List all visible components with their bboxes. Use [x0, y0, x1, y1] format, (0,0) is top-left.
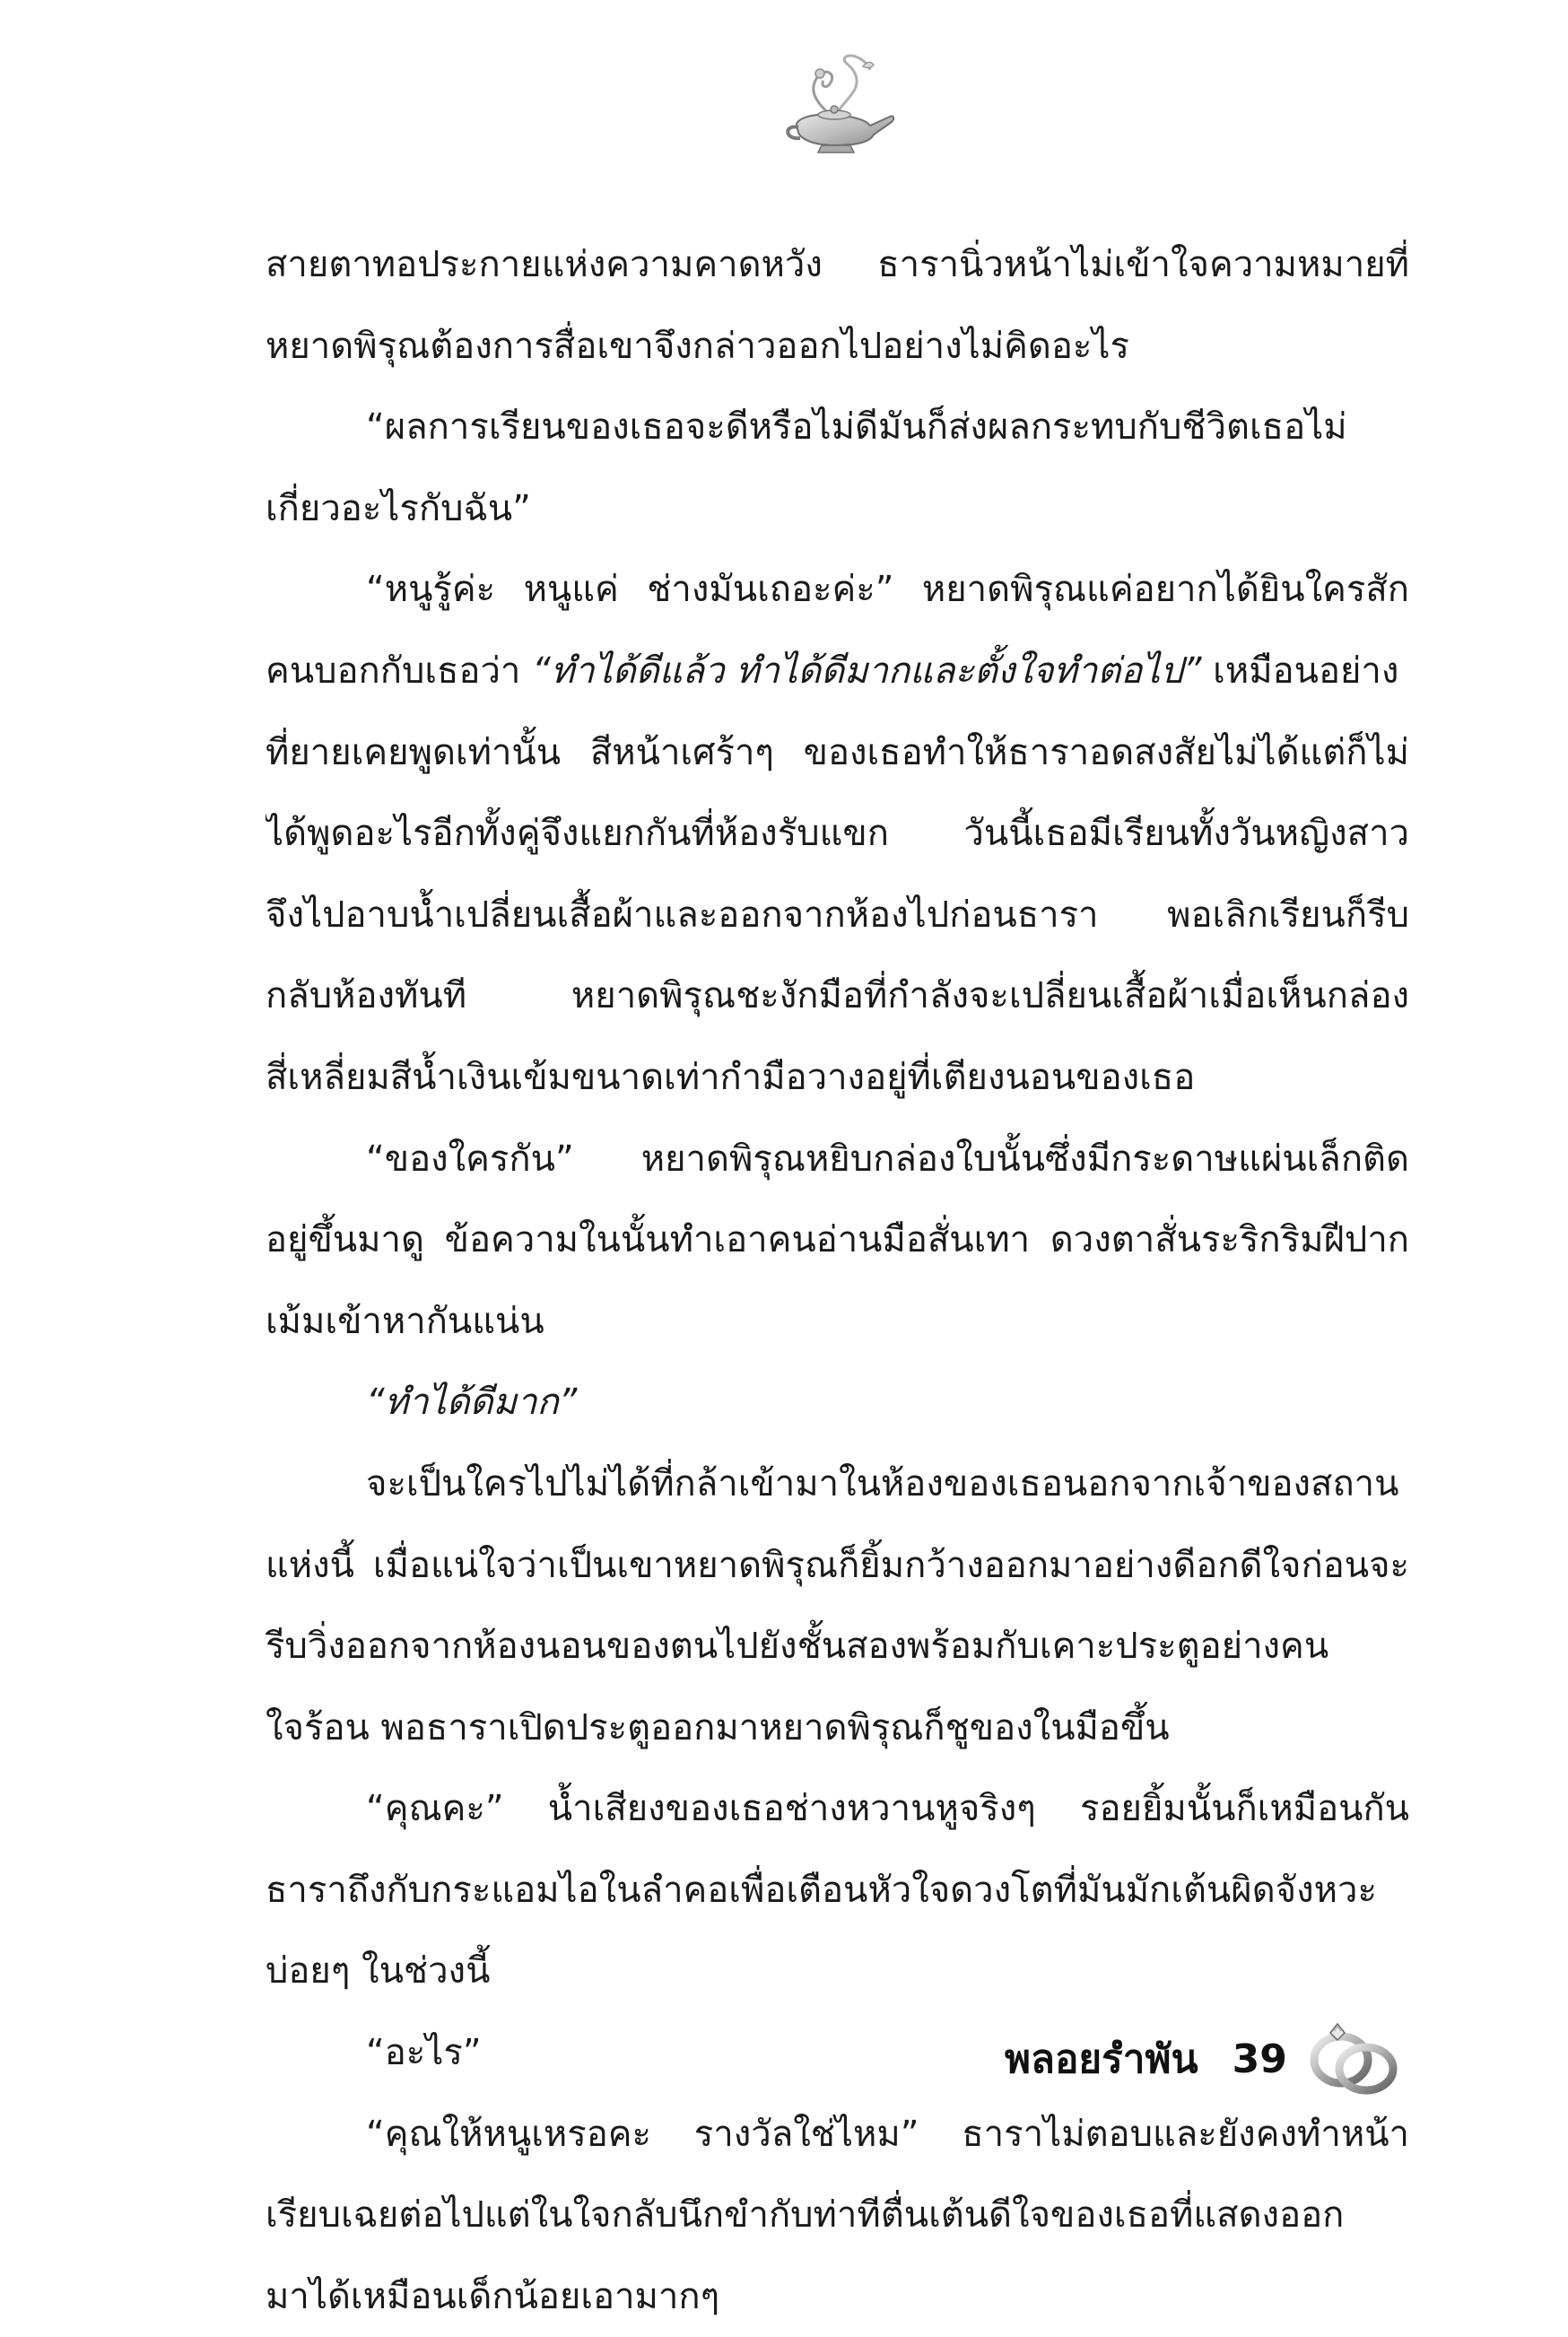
- text-line: “คุณคะ” น้ำเสียงของเธอช่างหวานหูจริงๆ รอยยิ้มนั้นก็เหมือนกัน: [366, 1788, 1409, 1830]
- genie-lamp-icon: [780, 54, 897, 157]
- text-line: ใจร้อน พอธาราเปิดประตูออกมาหยาดพิรุณก็ชูของในมือขึ้น: [266, 1706, 1170, 1748]
- text-line: มาได้เหมือนเด็กน้อยเอามากๆ: [266, 2275, 720, 2317]
- text-line: บ่อยๆ ในช่วงนี้: [266, 1950, 491, 1993]
- text-line: จึงไปอาบน้ำเปลี่ยนเสื้อผ้าและออกจากห้องไปก่อนธารา พอเลิกเรียนก็รีบ: [266, 894, 1409, 936]
- italic-quote: “ทำได้ดีแล้ว ทำได้ดีมากและตั้งใจทำต่อไป”: [532, 650, 1202, 692]
- text-line: “หนูรู้ค่ะ หนูแค่ ช่างมันเถอะค่ะ” หยาดพิรุณแค่อยากได้ยินใครสัก: [366, 569, 1409, 611]
- text-line: “อะไร”: [366, 2032, 482, 2074]
- text-line: รีบวิ่งออกจากห้องนอนของตนไปยังชั้นสองพร้อมกับเคาะประตูอย่างคน: [266, 1626, 1329, 1668]
- text-line: ได้พูดอะไรอีกทั้งคู่จึงแยกกันที่ห้องรับแขก วันนี้เธอมีเรียนทั้งวันหญิงสาว: [266, 813, 1409, 855]
- text-line: สี่เหลี่ยมสีน้ำเงินเข้มขนาดเท่ากำมือวางอยู่ที่เตียงนอนของเธอ: [266, 1056, 1196, 1098]
- text-line: สายตาทอประกายแห่งความคาดหวัง ธารานิ่วหน้าไม่เข้าใจความหมายที่: [266, 244, 1409, 285]
- text-line: จะเป็นใครไปไม่ได้ที่กล้าเข้ามาในห้องของเธอนอกจากเจ้าของสถาน: [366, 1462, 1399, 1504]
- text-line: อยู่ขึ้นมาดู ข้อความในนั้นทำเอาคนอ่านมือสั่นเทา ดวงตาสั่นระริกริมฝีปาก: [266, 1219, 1409, 1261]
- text-line: กลับห้องทันที หยาดพิรุณชะงักมือที่กำลังจะเปลี่ยนเสื้อผ้าเมื่อเห็นกล่อง: [266, 975, 1409, 1017]
- text-line: ที่ยายเคยพูดเท่านั้น สีหน้าเศร้าๆ ของเธอทำให้ธาราอดสงสัยไม่ได้แต่ก็ไม่: [266, 731, 1409, 773]
- text-line: แห่งนี้ เมื่อแน่ใจว่าเป็นเขาหยาดพิรุณก็ยิ้มกว้างออกมาอย่างดีอกดีใจก่อนจะ: [266, 1544, 1409, 1586]
- text-line: ธาราถึงกับกระแอมไอในลำคอเพื่อเตือนหัวใจดวงโตที่มันมักเต้นผิดจังหวะ: [266, 1869, 1377, 1911]
- page-footer: [1005, 2014, 1402, 2104]
- text-line: เกี่ยวอะไรกับฉัน”: [266, 487, 531, 529]
- text-line: เม้มเข้าหากันแน่น: [266, 1300, 544, 1342]
- text-line: เรียบเฉยต่อไปแต่ในใจกลับนึกขำกับท่าทีตื่นเต้นดีใจของเธอที่แสดงออก: [266, 2194, 1345, 2237]
- text-line: “ทำได้ดีมาก”: [366, 1382, 578, 1424]
- text-line: “ของใครกัน” หยาดพิรุณหยิบกล่องใบนั้นซึ่งมีกระดาษแผ่นเล็กติด: [366, 1138, 1409, 1180]
- text-line: หยาดพิรุณต้องการสื่อเขาจึงกล่าวออกไปอย่างไม่คิดอะไร: [266, 325, 1129, 367]
- page-number: 39: [1232, 2036, 1287, 2082]
- text-line: “ผลการเรียนของเธอจะดีหรือไม่ดีมันก็ส่งผลกระทบกับชีวิตเธอไม่: [366, 406, 1347, 449]
- text-line: “คุณให้หนูเหรอคะ รางวัลใช่ไหม” ธาราไม่ตอบและยังคงทำหน้า: [366, 2113, 1409, 2155]
- text-line: [266, 631, 1409, 712]
- text-segment: เหมือนอย่าง: [1201, 650, 1399, 692]
- rings-icon: [1303, 2019, 1402, 2099]
- book-title: พลอยรำพัน: [1005, 2036, 1198, 2082]
- text-segment: คนบอกกับเธอว่า: [266, 650, 533, 692]
